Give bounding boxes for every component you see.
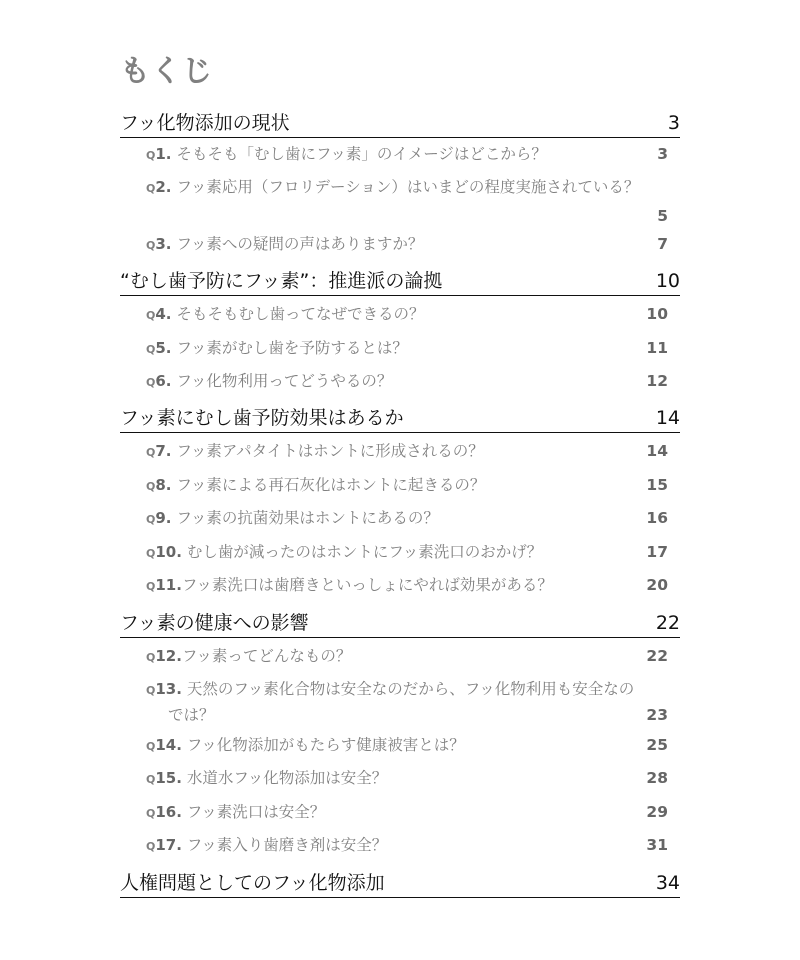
question-number: Q11. [146, 576, 182, 594]
entry-text: フッ素による再石灰化はホントに起きるの？ [176, 476, 486, 494]
question-number: Q1. [146, 145, 172, 163]
entry-page: 17 [646, 543, 668, 561]
entry-page: 23 [646, 706, 668, 724]
toc-entry[interactable] [146, 232, 668, 258]
question-number: Q5. [146, 339, 172, 357]
toc-entry[interactable] [146, 175, 668, 228]
question-number: Q12. [146, 647, 182, 665]
toc-entry[interactable] [146, 800, 668, 826]
chapter-title: フッ素の健康への影響 [120, 612, 309, 634]
chapter-heading[interactable] [120, 266, 680, 296]
chapter-title: “むし歯予防にフッ素”：推進派の論拠 [120, 270, 443, 292]
question-number: Q6. [146, 372, 172, 390]
entry-text: フッ素入り歯磨き剤は安全？ [186, 836, 388, 854]
entry-text: フッ素応用（フロリデーション）はいまどの程度実施されている？ [176, 178, 640, 196]
entry-text: フッ素がむし歯を予防するとは？ [176, 339, 408, 357]
entry-page: 12 [646, 372, 668, 390]
entry-page: 31 [646, 836, 668, 854]
chapter-page: 3 [667, 112, 680, 134]
question-number: Q9. [146, 509, 172, 527]
page-title: もくじ [120, 54, 213, 89]
entry-page: 28 [646, 769, 668, 787]
entry-page: 10 [646, 305, 668, 323]
toc-entry[interactable] [146, 733, 668, 759]
toc-entry[interactable] [146, 644, 668, 670]
question-number: Q16. [146, 803, 182, 821]
entry-text: そもそも「むし歯にフッ素」のイメージはどこから？ [176, 145, 547, 163]
entry-text: むし歯が減ったのはホントにフッ素洗口のおかげ？ [186, 543, 543, 561]
toc-entry[interactable] [146, 677, 668, 727]
entry-page: 25 [646, 736, 668, 754]
chapter-heading[interactable] [120, 108, 680, 138]
entry-text: 水道水フッ化物添加は安全？ [186, 769, 388, 787]
entry-page: 5 [657, 207, 668, 225]
chapter-page: 34 [655, 872, 680, 894]
entry-text: フッ素の抗菌効果はホントにあるの？ [176, 509, 439, 527]
entry-page: 16 [646, 509, 668, 527]
entry-text: フッ素洗口は安全？ [186, 803, 326, 821]
entry-text: フッ化物添加がもたらす健康被害とは？ [186, 736, 465, 754]
chapter-page: 10 [655, 270, 680, 292]
chapter-title: フッ素にむし歯予防効果はあるか [120, 407, 404, 429]
chapter-title: 人権問題としてのフッ化物添加 [120, 872, 385, 894]
entry-text: 天然のフッ素化合物は安全なのだから、フッ化物利用も安全なの [186, 680, 635, 698]
entry-page: 3 [657, 145, 668, 163]
entry-text: そもそもむし歯ってなぜできるの？ [176, 305, 425, 323]
question-number: Q13. [146, 680, 182, 698]
entry-page: 29 [646, 803, 668, 821]
toc-entry[interactable] [146, 833, 668, 859]
toc-entry[interactable] [146, 766, 668, 792]
question-number: Q4. [146, 305, 172, 323]
entry-text: フッ素洗口は歯磨きといっしょにやれば効果がある？ [181, 576, 553, 594]
toc-entry[interactable] [146, 540, 668, 566]
toc-entry[interactable] [146, 573, 668, 599]
toc-entry[interactable] [146, 142, 668, 168]
toc-entry[interactable] [146, 302, 668, 328]
toc-entry[interactable] [146, 473, 668, 499]
entry-text-continued: では？ [168, 706, 215, 724]
question-number: Q2. [146, 178, 172, 196]
chapter-heading[interactable] [120, 403, 680, 433]
question-number: Q15. [146, 769, 182, 787]
entry-text: フッ素アパタイトはホントに形成されるの？ [176, 442, 484, 460]
entry-page: 22 [646, 647, 668, 665]
question-number: Q8. [146, 476, 172, 494]
entry-page: 20 [646, 576, 668, 594]
question-number: Q17. [146, 836, 182, 854]
toc-entry[interactable] [146, 336, 668, 362]
question-number: Q10. [146, 543, 182, 561]
chapter-page: 14 [655, 407, 680, 429]
chapter-heading[interactable] [120, 608, 680, 638]
question-number: Q14. [146, 736, 182, 754]
toc-entry[interactable] [146, 439, 668, 465]
question-number: Q7. [146, 442, 172, 460]
entry-page: 11 [646, 339, 668, 357]
entry-page: 7 [657, 235, 668, 253]
entry-page: 15 [646, 476, 668, 494]
chapter-page: 22 [655, 612, 680, 634]
chapter-title: フッ化物添加の現状 [120, 112, 290, 134]
toc-entry[interactable] [146, 369, 668, 395]
entry-text: フッ素への疑問の声はありますか？ [176, 235, 424, 253]
entry-text: フッ素ってどんなもの？ [181, 647, 352, 665]
entry-text: フッ化物利用ってどうやるの？ [176, 372, 393, 390]
chapter-heading[interactable] [120, 868, 680, 898]
entry-page: 14 [646, 442, 668, 460]
toc-entry[interactable] [146, 506, 668, 532]
question-number: Q3. [146, 235, 172, 253]
